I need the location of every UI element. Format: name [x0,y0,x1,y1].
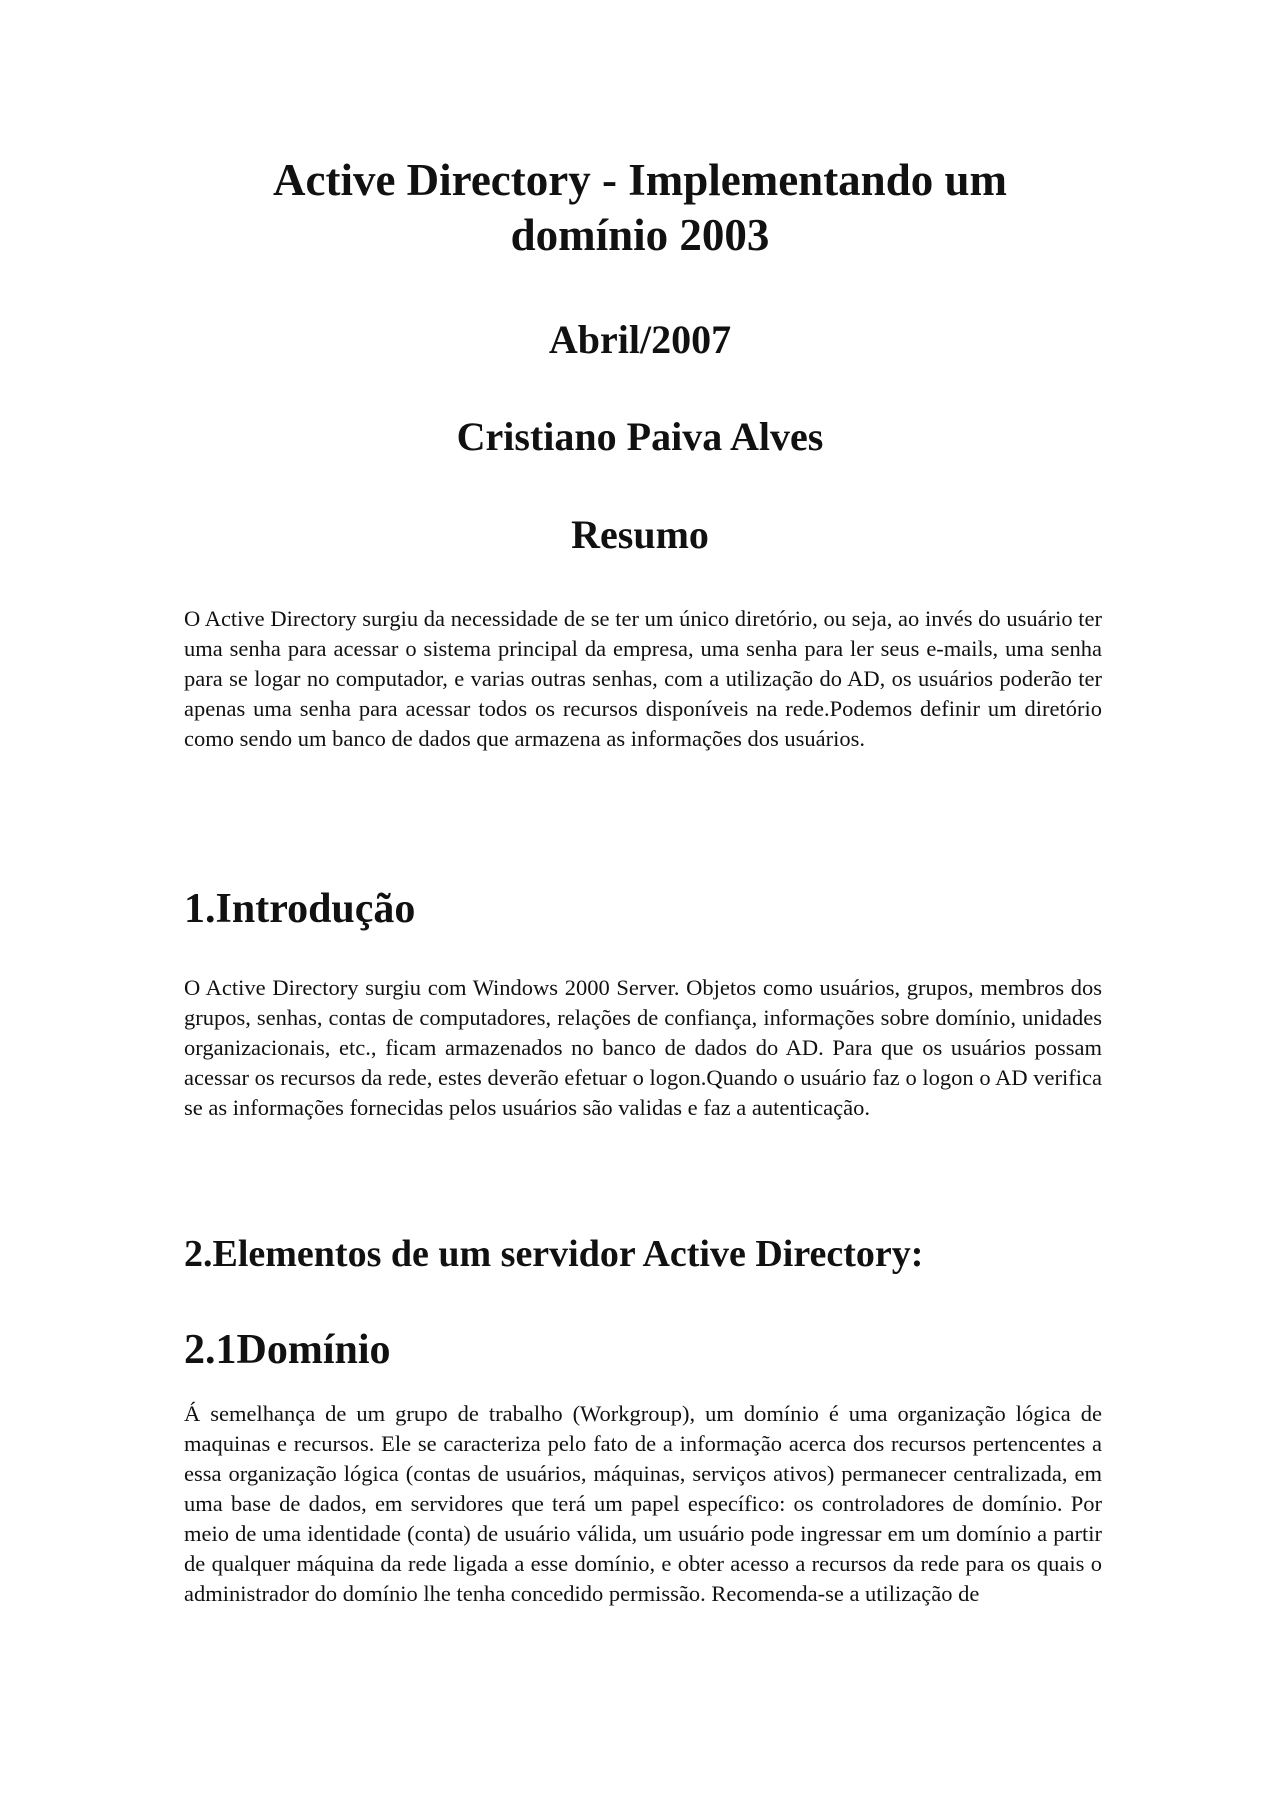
abstract-paragraph: O Active Directory surgiu da necessidade de se ter um único diretório, ou seja, ao invés do usuário ter uma senha para acessar o sistema principal da empresa, uma senha para ler seus e-mails, uma senha para se logar no computador, e varias outras senhas, com a utilização do AD, os usuários poderão ter apenas uma senha para acessar todos os recursos disponíveis na rede.Podemos definir um diretório como sendo um banco de dados que armazena as informações dos usuários. [184,606,1102,751]
document-author: Cristiano Paiva Alves [456,414,824,459]
dominio-paragraph: Á semelhança de um grupo de trabalho (Workgroup), um domínio é uma organização lógica de maquinas e recursos. Ele se caracteriza pelo fato de a informação acerca dos recursos pertencentes a essa organização lógica (contas de usuários, máquinas, serviços ativos) permanecer centralizada, em uma base de dados, em servidores que terá um papel específico: os controladores de domínio. Por meio de uma identidade (conta) de usuário válida, um usuário pode ingressar em um domínio a partir de qualquer máquina da rede ligada a esse domínio, e obter acesso a recursos da rede para os quais o administrador do domínio lhe tenha concedido permissão. Recomenda-se a utilização de [184,1401,1102,1606]
abstract-heading: Resumo [571,512,709,557]
section-heading-dominio: 2.1Domínio [184,1327,391,1373]
introducao-paragraph: O Active Directory surgiu com Windows 2000 Server. Objetos como usuários, grupos, membros dos grupos, senhas, contas de computadores, relações de confiança, informações sobre domínio, unidades organizacionais, etc., ficam armazenados no banco de dados do AD. Para que os usuários possam acessar os recursos da rede, estes deverão efetuar o logon.Quando o usuário faz o logon o AD verifica se as informações fornecidas pelos usuários são validas e faz a autenticação. [184,975,1102,1120]
document-date: Abril/2007 [548,317,732,362]
section-heading-introducao: 1.Introdução [184,886,416,932]
title-line-2: domínio 2003 [510,210,770,260]
section-heading-elementos: 2.Elementos de um servidor Active Directory: [184,1233,924,1275]
document-title [180,153,1100,263]
title-line-1: Active Directory - Implementando um [272,155,1008,205]
